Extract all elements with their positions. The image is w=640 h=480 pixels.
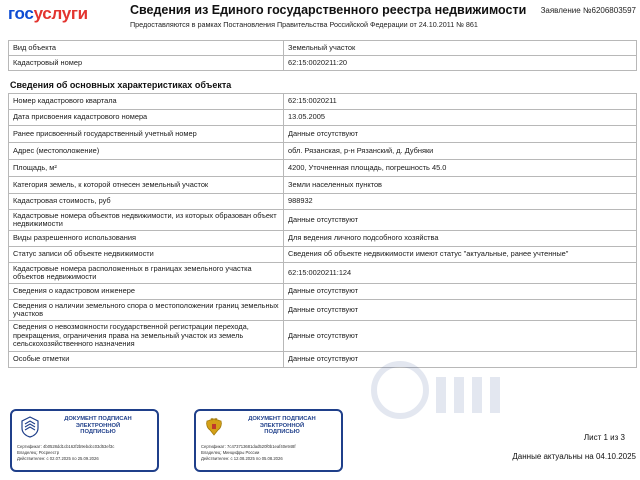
table-row <box>9 247 637 263</box>
sheet-number: Лист 1 из 3 <box>583 433 625 442</box>
table-row <box>9 284 637 300</box>
table-row <box>9 160 637 177</box>
row-label: Кадастровая стоимость, руб <box>9 194 284 210</box>
row-value: 13.05.2005 <box>284 110 637 126</box>
rosreestr-emblem-icon <box>18 415 42 439</box>
row-label: Вид объекта <box>9 41 284 56</box>
row-value: обл. Рязанская, р-н Рязанский, д. Дубняки <box>284 143 637 160</box>
stamp-validity: Действителен: с 02.07.2025 по 25.09.2026 <box>17 456 99 461</box>
row-value: Сведения об объекте недвижимости имеют статус "актуальные, ранее учтенные" <box>284 247 637 263</box>
table-row <box>9 56 637 71</box>
object-summary-table <box>8 40 637 71</box>
row-label: Статус записи об объекте недвижимости <box>9 247 284 263</box>
row-label: Кадастровый номер <box>9 56 284 71</box>
logo-part-uslugi: услуги <box>33 4 88 23</box>
document-title: Сведения из Единого государственного реестра недвижимости <box>130 3 527 17</box>
row-value: Данные отсутствуют <box>284 300 637 321</box>
row-label: Сведения о наличии земельного спора о местоположении границ земельных участков <box>9 300 284 321</box>
row-value: Земли населенных пунктов <box>284 177 637 194</box>
row-label: Категория земель, к которой отнесен земельный участок <box>9 177 284 194</box>
row-label: Особые отметки <box>9 352 284 368</box>
table-row <box>9 210 637 231</box>
table-row <box>9 143 637 160</box>
row-value: Данные отсутствуют <box>284 352 637 368</box>
document-subtitle: Предоставляются в рамках Постановления Правительства Российской Федерации от 24.10.2011 № 861 <box>130 20 478 29</box>
stamp-certificate: Сертификат: 7c473713681dad520f0b1eaf40e948f <box>201 444 296 449</box>
table-row <box>9 352 637 368</box>
row-value: 988932 <box>284 194 637 210</box>
table-row <box>9 231 637 247</box>
data-actual-date: Данные актуальны на 04.10.2025 <box>512 452 636 461</box>
table-row <box>9 126 637 143</box>
row-value: Земельный участок <box>284 41 637 56</box>
row-label: Сведения о невозможности государственной регистрации перехода, прекращения, ограничения права на земельный участок из земель сельскохозяйственного назначения <box>9 321 284 352</box>
stamp-certificate: Сертификат: 4b0528dd1cb162f2b9ebdcc03d53ef3c <box>17 444 115 449</box>
table-row <box>9 94 637 110</box>
row-value: Данные отсутствуют <box>284 284 637 300</box>
stamp-validity: Действителен: с 12.08.2025 по 05.08.2026 <box>201 456 283 461</box>
table-row <box>9 263 637 284</box>
row-label: Ранее присвоенный государственный учетный номер <box>9 126 284 143</box>
stamp-title-line: ПОДПИСЬЮ <box>80 429 116 436</box>
row-label: Кадастровые номера объектов недвижимости, из которых образован объект недвижимости <box>9 210 284 231</box>
row-value: Данные отсутствуют <box>284 210 637 231</box>
stamp-title <box>230 416 334 436</box>
watermark-logo <box>370 355 530 425</box>
table-row <box>9 177 637 194</box>
row-label: Номер кадастрового квартала <box>9 94 284 110</box>
row-value: Для ведения личного подсобного хозяйства <box>284 231 637 247</box>
row-label: Сведения о кадастровом инженере <box>9 284 284 300</box>
table-row <box>9 41 637 56</box>
characteristics-table <box>8 93 637 368</box>
table-row <box>9 194 637 210</box>
row-value: 62:15:0020211 <box>284 94 637 110</box>
stamp-title-line: ЭЛЕКТРОННОЙ <box>259 422 305 429</box>
table-row <box>9 110 637 126</box>
signature-stamp <box>10 409 159 472</box>
signature-stamp <box>194 409 343 472</box>
stamp-title-line: ДОКУМЕНТ ПОДПИСАН <box>64 416 132 422</box>
application-number: Заявление №6206803597 <box>540 6 636 15</box>
row-label: Кадастровые номера расположенных в границах земельного участка объектов недвижимости <box>9 263 284 284</box>
row-value: 4200, Уточненная площадь, погрешность 45.0 <box>284 160 637 177</box>
section-title: Сведения об основных характеристиках объекта <box>10 80 232 90</box>
row-label: Дата присвоения кадастрового номера <box>9 110 284 126</box>
table-row <box>9 321 637 352</box>
row-value: Данные отсутствуют <box>284 321 637 352</box>
stamp-owner: Владелец: Росреестр <box>17 450 60 455</box>
row-label: Адрес (местоположение) <box>9 143 284 160</box>
row-label: Виды разрешенного использования <box>9 231 284 247</box>
logo-part-gos: гос <box>8 4 34 23</box>
stamp-title-line: ПОДПИСЬЮ <box>264 429 300 436</box>
coat-of-arms-icon <box>202 415 226 439</box>
table-row <box>9 300 637 321</box>
row-label: Площадь, м² <box>9 160 284 177</box>
document-header <box>0 0 640 36</box>
stamp-title-line: ДОКУМЕНТ ПОДПИСАН <box>248 416 316 422</box>
gosuslugi-logo[interactable] <box>8 4 88 24</box>
stamp-owner: Владелец: Минцифры России <box>201 450 260 455</box>
row-value: 62:15:0020211:20 <box>284 56 637 71</box>
row-value: 62:15:0020211:124 <box>284 263 637 284</box>
stamp-title <box>46 416 150 436</box>
row-value: Данные отсутствуют <box>284 126 637 143</box>
stamp-title-line: ЭЛЕКТРОННОЙ <box>75 422 121 429</box>
